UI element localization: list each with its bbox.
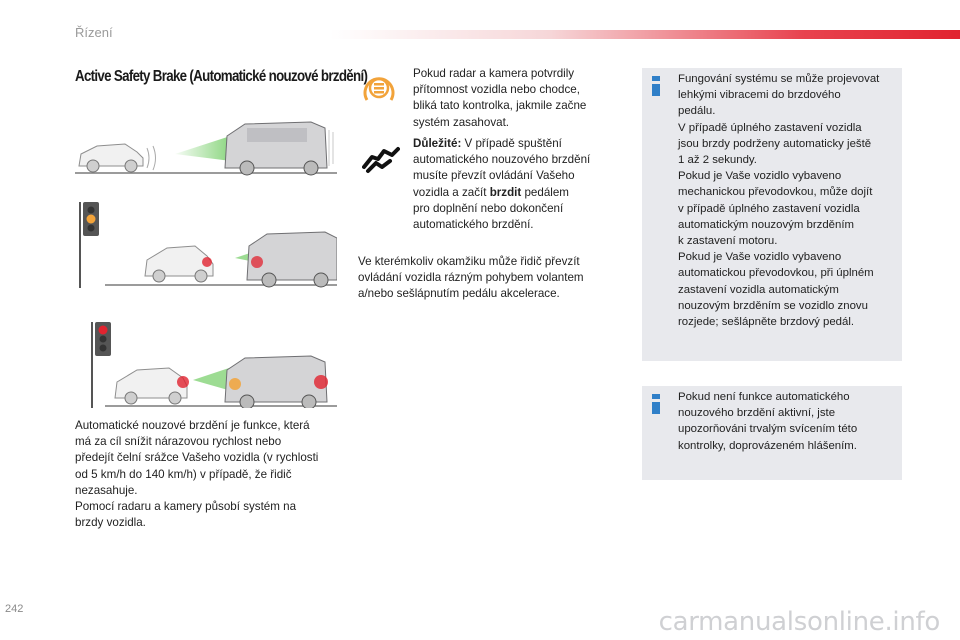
info-line: upozorňováni trvalým svícením této (678, 423, 858, 436)
page-number: 242 (5, 603, 24, 615)
info-line: Pokud je Vaše vozidlo vybaveno (678, 251, 842, 264)
info-line: Pokud není funkce automatického (678, 391, 850, 403)
info-line: nouzovým brzděním se vozidlo znovu (678, 299, 868, 312)
info-line: rozjede; sešlápněte brzdový pedál. (678, 316, 855, 329)
brake-alert-lamp-icon (361, 70, 397, 111)
info-box-inactive-text (678, 389, 896, 454)
info-line: jsou brzdy podrženy automaticky ještě (678, 137, 872, 150)
section-title: Active Safety Brake (Automatické nouzové brzdění) (75, 68, 368, 85)
watermark: carmanualsonline.info (658, 607, 940, 637)
info-line: automatickým nouzovým brzděním (678, 218, 854, 231)
info-line: nouzového brzdění aktivní, jste (678, 407, 836, 420)
info-line: automatickou převodovkou, při úplném (678, 267, 874, 280)
important-label: Důležité: (413, 137, 462, 150)
override-paragraph: Ve kterémkoliv okamžiku může řidič převzít ovládání vozidla rázným pohybem volantem a/nebo sešlápnutím pedálu akcelerace. (358, 255, 584, 301)
info-line: k zastavení motoru. (678, 235, 778, 248)
info-line: v případě úplného zastavení vozidla (678, 202, 860, 215)
driver-hands-icon (362, 145, 400, 180)
info-line: zastavení vozidla automatickým (678, 283, 839, 296)
info-line: pedálu. (678, 105, 716, 118)
illustration-radar-detection (75, 118, 337, 176)
info-line: Pokud je Vaše vozidlo vybaveno (678, 170, 842, 183)
info-line: lehkými vibracemi do brzdového (678, 89, 841, 102)
illustration-emergency-braking (75, 318, 337, 408)
info-box-behaviour (642, 68, 902, 361)
info-box-inactive (642, 386, 902, 480)
info-icon (652, 394, 660, 414)
info-line: 1 až 2 sekundy. (678, 154, 757, 167)
intro-paragraph: Automatické nouzové brzdění je funkce, která má za cíl snížit nárazovou rychlost nebo předejít čelní srážce Vašeho vozidla (v rychlosti od 5 km/h do 140 km/h) v případě, že řidič nezasahuje. Pomocí radaru a kamery působí systém na brzdy vozidla. (75, 419, 319, 530)
chapter-title: Řízení (75, 25, 113, 40)
header-accent-bar (330, 30, 960, 39)
warning-lamp-text: Pokud radar a kamera potvrdily přítomnost vozidla nebo chodce, bliká tato kontrolka, jakmile začne systém zasahovat. (413, 67, 587, 129)
info-line: V případě úplného zastavení vozidla (678, 121, 862, 134)
illustration-braking-start (75, 198, 337, 288)
info-line: Fungování systému se může projevovat (678, 73, 880, 85)
info-line: kontrolky, doprovázeném hlášením. (678, 439, 857, 452)
info-icon (652, 76, 660, 96)
info-line: mechanickou převodovkou, může dojít (678, 186, 873, 199)
important-note: Důležité: V případě spuštění automatického nouzového brzdění musíte převzít ovládání Vašeho vozidla a začít brzdit pedálem pro doplnění nebo dokončení automatického brzdění. (413, 137, 591, 232)
info-box-behaviour-text (678, 71, 896, 330)
